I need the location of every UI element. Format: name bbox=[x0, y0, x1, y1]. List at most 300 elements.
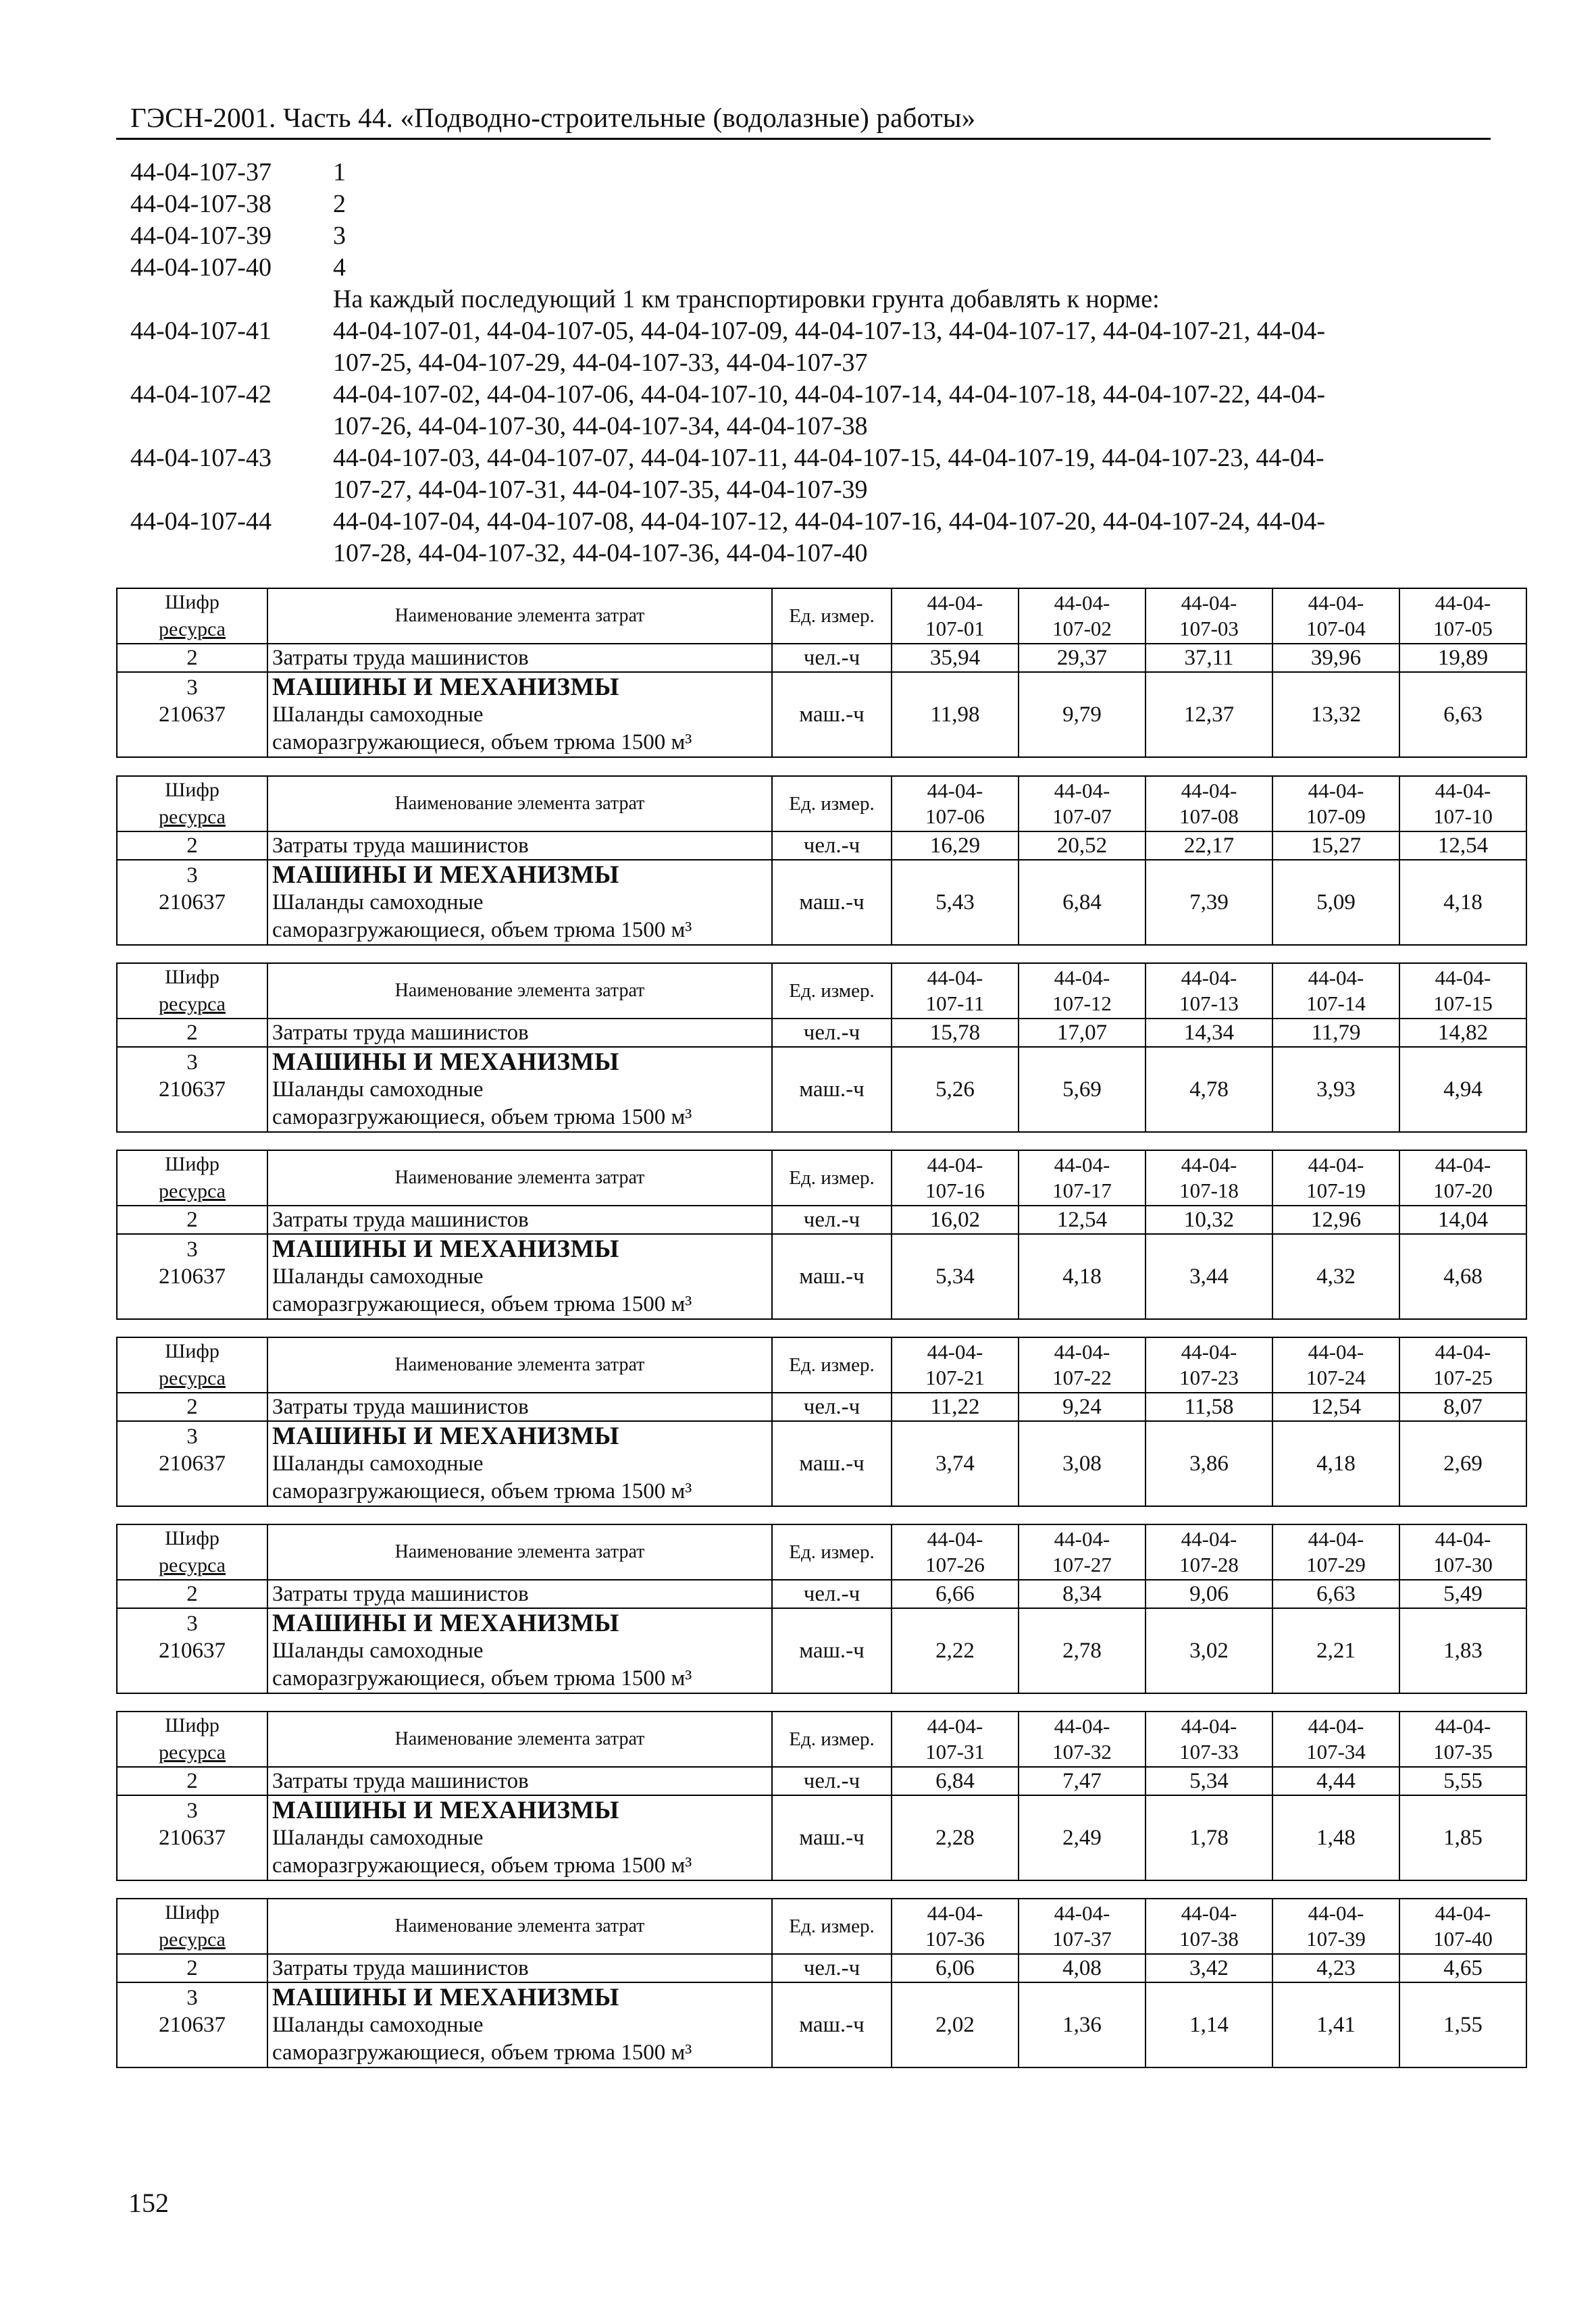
machinery-name-line: саморазгружающиеся, объем трюма 1500 м³ bbox=[272, 1479, 692, 1503]
code-value: 4 bbox=[333, 253, 346, 282]
machinery-name-line: Шаланды самоходные bbox=[272, 1451, 484, 1476]
addition-code: 44-04-107-42 bbox=[130, 380, 272, 409]
machinery-value: 1,14 bbox=[1145, 1982, 1272, 2067]
labor-value: 14,82 bbox=[1399, 1019, 1526, 1047]
header-norm-code bbox=[892, 1524, 1019, 1580]
labor-value: 8,07 bbox=[1399, 1393, 1526, 1421]
header-norm-code bbox=[892, 1150, 1019, 1206]
labor-value: 9,24 bbox=[1019, 1393, 1145, 1421]
code-row bbox=[130, 188, 1501, 220]
labor-value: 6,84 bbox=[892, 1767, 1019, 1795]
norm-code-prefix: 44-04- bbox=[927, 1714, 983, 1738]
machinery-row bbox=[117, 1608, 1526, 1693]
machinery-section-code: 3 bbox=[186, 1050, 198, 1075]
norm-code-suffix: 107-10 bbox=[1433, 804, 1493, 828]
machinery-value: 3,44 bbox=[1145, 1234, 1272, 1319]
norm-code-suffix: 107-02 bbox=[1052, 617, 1112, 640]
labor-unit: чел.-ч bbox=[772, 1767, 892, 1795]
addition-row bbox=[130, 506, 1501, 569]
header-shifr-line: ресурса bbox=[159, 1928, 226, 1951]
labor-value: 22,17 bbox=[1145, 831, 1272, 860]
addition-text-line: 44-04-107-04, 44-04-107-08, 44-04-107-12, 44-04-107-16, 44-04-107-20, 44-04-107-24, 44-04- bbox=[333, 507, 1326, 536]
labor-value: 29,37 bbox=[1019, 644, 1145, 672]
machinery-value: 1,83 bbox=[1399, 1608, 1526, 1693]
machinery-value: 5,34 bbox=[892, 1234, 1019, 1319]
machinery-value: 2,02 bbox=[892, 1982, 1019, 2067]
labor-name: Затраты труда машинистов bbox=[267, 1580, 772, 1608]
machinery-value: 1,55 bbox=[1399, 1982, 1526, 2067]
code-row bbox=[130, 252, 1501, 284]
norm-code-suffix: 107-14 bbox=[1306, 992, 1366, 1015]
labor-value: 20,52 bbox=[1019, 831, 1145, 860]
labor-name: Затраты труда машинистов bbox=[267, 831, 772, 860]
header-norm-code bbox=[1145, 963, 1272, 1019]
norm-table bbox=[116, 962, 1527, 1133]
norm-code-prefix: 44-04- bbox=[1181, 1527, 1237, 1551]
machinery-name-line: саморазгружающиеся, объем трюма 1500 м³ bbox=[272, 1853, 692, 1878]
table-header-row bbox=[117, 1524, 1526, 1580]
machinery-section-title: МАШИНЫ И МЕХАНИЗМЫ bbox=[272, 860, 619, 889]
header-name: Наименование элемента затрат bbox=[267, 776, 772, 831]
machinery-name-line: саморазгружающиеся, объем трюма 1500 м³ bbox=[272, 1666, 692, 1691]
machinery-value: 3,74 bbox=[892, 1421, 1019, 1506]
header-shifr bbox=[117, 1899, 267, 1954]
labor-value: 12,54 bbox=[1272, 1393, 1399, 1421]
header-shifr-line: ресурса bbox=[159, 993, 226, 1015]
addition-code: 44-04-107-44 bbox=[130, 507, 272, 536]
machinery-unit: маш.-ч bbox=[772, 860, 892, 945]
norm-code-prefix: 44-04- bbox=[1054, 1714, 1110, 1738]
machinery-value: 1,48 bbox=[1272, 1795, 1399, 1880]
labor-value: 11,22 bbox=[892, 1393, 1019, 1421]
machinery-row bbox=[117, 1421, 1526, 1506]
header-shifr-line: Шифр bbox=[165, 1340, 220, 1362]
header-norm-code bbox=[1145, 1524, 1272, 1580]
machinery-resource-code: 210637 bbox=[159, 702, 226, 727]
addition-text-line: 107-28, 44-04-107-32, 44-04-107-36, 44-04-107-40 bbox=[333, 539, 868, 567]
machinery-section-title: МАШИНЫ И МЕХАНИЗМЫ bbox=[272, 673, 619, 701]
labor-value: 37,11 bbox=[1145, 644, 1272, 672]
header-name: Наименование элемента затрат bbox=[267, 1524, 772, 1580]
header-norm-code bbox=[1145, 1899, 1272, 1954]
machinery-value: 6,63 bbox=[1399, 672, 1526, 757]
header-norm-code bbox=[1272, 1337, 1399, 1393]
norm-code-suffix: 107-31 bbox=[925, 1740, 985, 1764]
machinery-value: 2,22 bbox=[892, 1608, 1019, 1693]
norm-code-prefix: 44-04- bbox=[927, 779, 983, 802]
machinery-value: 4,18 bbox=[1399, 860, 1526, 945]
labor-unit: чел.-ч bbox=[772, 1580, 892, 1608]
machinery-row bbox=[117, 860, 1526, 945]
header-name: Наименование элемента затрат bbox=[267, 963, 772, 1019]
labor-value: 9,06 bbox=[1145, 1580, 1272, 1608]
labor-name: Затраты труда машинистов bbox=[267, 1206, 772, 1234]
machinery-value: 4,68 bbox=[1399, 1234, 1526, 1319]
machinery-section-title: МАШИНЫ И МЕХАНИЗМЫ bbox=[272, 1048, 619, 1076]
norm-code-prefix: 44-04- bbox=[927, 1340, 983, 1364]
header-norm-code bbox=[892, 776, 1019, 831]
machinery-name-line: Шаланды самоходные bbox=[272, 1264, 484, 1289]
norm-code-suffix: 107-04 bbox=[1306, 617, 1366, 640]
norm-code-prefix: 44-04- bbox=[1435, 966, 1491, 989]
labor-code: 2 bbox=[117, 1954, 267, 1982]
labor-code: 2 bbox=[117, 1019, 267, 1047]
machinery-value: 1,78 bbox=[1145, 1795, 1272, 1880]
machinery-value: 5,09 bbox=[1272, 860, 1399, 945]
header-name: Наименование элемента затрат bbox=[267, 1150, 772, 1206]
norm-code-suffix: 107-05 bbox=[1433, 617, 1493, 640]
header-shifr-line: Шифр bbox=[165, 966, 220, 988]
machinery-unit: маш.-ч bbox=[772, 1234, 892, 1319]
machinery-value: 6,84 bbox=[1019, 860, 1145, 945]
machinery-value: 3,86 bbox=[1145, 1421, 1272, 1506]
norm-code-suffix: 107-39 bbox=[1306, 1927, 1366, 1951]
header-norm-code bbox=[1272, 1899, 1399, 1954]
machinery-value: 2,78 bbox=[1019, 1608, 1145, 1693]
norm-code-suffix: 107-11 bbox=[925, 992, 985, 1015]
machinery-section-title: МАШИНЫ И МЕХАНИЗМЫ bbox=[272, 1796, 619, 1824]
labor-name: Затраты труда машинистов bbox=[267, 644, 772, 672]
addition-text-line: 44-04-107-01, 44-04-107-05, 44-04-107-09, 44-04-107-13, 44-04-107-17, 44-04-107-21, 44-04- bbox=[333, 317, 1326, 345]
table-header-row bbox=[117, 1712, 1526, 1767]
code-value: 1 bbox=[333, 158, 346, 186]
header-norm-code bbox=[1145, 1712, 1272, 1767]
labor-value: 15,78 bbox=[892, 1019, 1019, 1047]
header-norm-code bbox=[1145, 588, 1272, 644]
machinery-codes bbox=[117, 1234, 267, 1319]
header-norm-code bbox=[1399, 1899, 1526, 1954]
machinery-resource-code: 210637 bbox=[159, 1264, 226, 1289]
machinery-value: 13,32 bbox=[1272, 672, 1399, 757]
norm-code-suffix: 107-21 bbox=[925, 1366, 985, 1389]
labor-unit: чел.-ч bbox=[772, 1206, 892, 1234]
machinery-value: 4,32 bbox=[1272, 1234, 1399, 1319]
machinery-unit: маш.-ч bbox=[772, 1421, 892, 1506]
labor-value: 39,96 bbox=[1272, 644, 1399, 672]
norm-code-prefix: 44-04- bbox=[1181, 779, 1237, 802]
norm-code-prefix: 44-04- bbox=[1054, 1527, 1110, 1551]
machinery-value: 5,26 bbox=[892, 1047, 1019, 1132]
header-name: Наименование элемента затрат bbox=[267, 1712, 772, 1767]
norm-code-prefix: 44-04- bbox=[1308, 779, 1364, 802]
machinery-section-code: 3 bbox=[186, 1237, 198, 1262]
machinery-resource-code: 210637 bbox=[159, 1639, 226, 1663]
norm-code-prefix: 44-04- bbox=[927, 966, 983, 989]
norm-code-prefix: 44-04- bbox=[1308, 1153, 1364, 1177]
machinery-value: 4,94 bbox=[1399, 1047, 1526, 1132]
machinery-name-line: саморазгружающиеся, объем трюма 1500 м³ bbox=[272, 2040, 692, 2065]
norm-code-prefix: 44-04- bbox=[927, 1153, 983, 1177]
addition-text-line: 107-26, 44-04-107-30, 44-04-107-34, 44-04-107-38 bbox=[333, 412, 868, 440]
norm-code-prefix: 44-04- bbox=[1308, 966, 1364, 989]
labor-name: Затраты труда машинистов bbox=[267, 1393, 772, 1421]
machinery-name-line: Шаланды самоходные bbox=[272, 702, 484, 727]
labor-row bbox=[117, 1019, 1526, 1047]
labor-row bbox=[117, 1580, 1526, 1608]
header-norm-code bbox=[1399, 963, 1526, 1019]
header-norm-code bbox=[892, 1899, 1019, 1954]
machinery-codes bbox=[117, 1795, 267, 1880]
machinery-section-title: МАШИНЫ И МЕХАНИЗМЫ bbox=[272, 1983, 619, 2011]
machinery-name bbox=[267, 1234, 772, 1319]
norm-code-prefix: 44-04- bbox=[1181, 1340, 1237, 1364]
norm-code-suffix: 107-18 bbox=[1179, 1179, 1239, 1202]
machinery-row bbox=[117, 1982, 1526, 2067]
norm-code-suffix: 107-28 bbox=[1179, 1553, 1239, 1576]
norm-table bbox=[116, 1150, 1527, 1320]
machinery-codes bbox=[117, 1608, 267, 1693]
norm-code-prefix: 44-04- bbox=[1435, 779, 1491, 802]
header-shifr-line: Шифр bbox=[165, 1714, 220, 1737]
machinery-value: 5,69 bbox=[1019, 1047, 1145, 1132]
header-norm-code bbox=[1019, 1712, 1145, 1767]
machinery-name bbox=[267, 1047, 772, 1132]
norm-table bbox=[116, 1337, 1527, 1507]
labor-value: 19,89 bbox=[1399, 644, 1526, 672]
header-unit: Ед. измер. bbox=[772, 1712, 892, 1767]
norm-table bbox=[116, 1711, 1527, 1881]
labor-name: Затраты труда машинистов bbox=[267, 1019, 772, 1047]
labor-value: 7,47 bbox=[1019, 1767, 1145, 1795]
header-shifr bbox=[117, 588, 267, 644]
machinery-row bbox=[117, 1795, 1526, 1880]
norm-code-prefix: 44-04- bbox=[927, 1901, 983, 1925]
labor-value: 4,65 bbox=[1399, 1954, 1526, 1982]
machinery-unit: маш.-ч bbox=[772, 1047, 892, 1132]
header-shifr-line: Шифр bbox=[165, 1153, 220, 1175]
machinery-value: 3,02 bbox=[1145, 1608, 1272, 1693]
header-norm-code bbox=[1399, 776, 1526, 831]
table-header-row bbox=[117, 776, 1526, 831]
machinery-value: 12,37 bbox=[1145, 672, 1272, 757]
labor-value: 14,04 bbox=[1399, 1206, 1526, 1234]
norm-code-suffix: 107-24 bbox=[1306, 1366, 1366, 1389]
labor-unit: чел.-ч bbox=[772, 1954, 892, 1982]
machinery-name bbox=[267, 1795, 772, 1880]
machinery-value: 3,93 bbox=[1272, 1047, 1399, 1132]
norm-code-suffix: 107-07 bbox=[1052, 804, 1112, 828]
addition-row bbox=[130, 379, 1501, 442]
norm-code-suffix: 107-37 bbox=[1052, 1927, 1112, 1951]
norm-table bbox=[116, 1524, 1527, 1694]
norm-code-prefix: 44-04- bbox=[1308, 1527, 1364, 1551]
machinery-unit: маш.-ч bbox=[772, 1795, 892, 1880]
labor-value: 6,63 bbox=[1272, 1580, 1399, 1608]
header-norm-code bbox=[892, 1712, 1019, 1767]
norm-code-suffix: 107-34 bbox=[1306, 1740, 1366, 1764]
header-shifr-line: Шифр bbox=[165, 1901, 220, 1924]
machinery-name-line: саморазгружающиеся, объем трюма 1500 м³ bbox=[272, 917, 692, 942]
machinery-resource-code: 210637 bbox=[159, 2013, 226, 2037]
labor-code: 2 bbox=[117, 644, 267, 672]
labor-value: 16,29 bbox=[892, 831, 1019, 860]
labor-name: Затраты труда машинистов bbox=[267, 1767, 772, 1795]
machinery-name-line: саморазгружающиеся, объем трюма 1500 м³ bbox=[272, 1291, 692, 1316]
machinery-codes bbox=[117, 1421, 267, 1506]
header-shifr bbox=[117, 963, 267, 1019]
machinery-section-title: МАШИНЫ И МЕХАНИЗМЫ bbox=[272, 1422, 619, 1450]
header-name: Наименование элемента затрат bbox=[267, 588, 772, 644]
labor-value: 11,58 bbox=[1145, 1393, 1272, 1421]
norm-code-prefix: 44-04- bbox=[1054, 779, 1110, 802]
header-shifr-line: ресурса bbox=[159, 1741, 226, 1764]
machinery-value: 9,79 bbox=[1019, 672, 1145, 757]
table-header-row bbox=[117, 963, 1526, 1019]
machinery-value: 4,18 bbox=[1019, 1234, 1145, 1319]
machinery-resource-code: 210637 bbox=[159, 1451, 226, 1476]
labor-unit: чел.-ч bbox=[772, 831, 892, 860]
norm-code-suffix: 107-06 bbox=[925, 804, 985, 828]
machinery-name bbox=[267, 672, 772, 757]
code-row bbox=[130, 157, 1501, 188]
machinery-name-line: Шаланды самоходные bbox=[272, 1638, 484, 1663]
norm-code-suffix: 107-35 bbox=[1433, 1740, 1493, 1764]
table-header-row bbox=[117, 1899, 1526, 1954]
header-norm-code bbox=[1399, 1337, 1526, 1393]
labor-value: 4,08 bbox=[1019, 1954, 1145, 1982]
header-unit: Ед. измер. bbox=[772, 963, 892, 1019]
header-norm-code bbox=[1145, 1150, 1272, 1206]
machinery-value: 2,49 bbox=[1019, 1795, 1145, 1880]
norm-code-suffix: 107-19 bbox=[1306, 1179, 1366, 1202]
machinery-name-line: Шаланды самоходные bbox=[272, 890, 484, 915]
labor-code: 2 bbox=[117, 1393, 267, 1421]
norm-code-prefix: 44-04- bbox=[1054, 966, 1110, 989]
machinery-value: 4,18 bbox=[1272, 1421, 1399, 1506]
machinery-section-code: 3 bbox=[186, 1424, 198, 1449]
norm-code-prefix: 44-04- bbox=[1054, 1340, 1110, 1364]
addition-text-line: 44-04-107-02, 44-04-107-06, 44-04-107-10, 44-04-107-14, 44-04-107-18, 44-04-107-22, 44-04- bbox=[333, 380, 1326, 409]
machinery-resource-code: 210637 bbox=[159, 1077, 226, 1102]
addition-text-line: 107-25, 44-04-107-29, 44-04-107-33, 44-04-107-37 bbox=[333, 349, 868, 377]
norm-code-suffix: 107-29 bbox=[1306, 1553, 1366, 1576]
machinery-unit: маш.-ч bbox=[772, 672, 892, 757]
norm-code-suffix: 107-36 bbox=[925, 1927, 985, 1951]
machinery-value: 1,41 bbox=[1272, 1982, 1399, 2067]
table-header-row bbox=[117, 1337, 1526, 1393]
addition-code: 44-04-107-43 bbox=[130, 444, 272, 472]
machinery-name bbox=[267, 860, 772, 945]
norm-code-suffix: 107-25 bbox=[1433, 1366, 1493, 1389]
norm-code-suffix: 107-38 bbox=[1179, 1927, 1239, 1951]
page-number: 152 bbox=[128, 2188, 169, 2218]
machinery-row bbox=[117, 1047, 1526, 1132]
header-unit: Ед. измер. bbox=[772, 1899, 892, 1954]
norm-code-prefix: 44-04- bbox=[1308, 1901, 1364, 1925]
machinery-name-line: Шаланды самоходные bbox=[272, 1825, 484, 1850]
table-header-row bbox=[117, 1150, 1526, 1206]
header-shifr-line: ресурса bbox=[159, 618, 226, 640]
machinery-value: 2,28 bbox=[892, 1795, 1019, 1880]
addition-row bbox=[130, 315, 1501, 379]
norm-code-prefix: 44-04- bbox=[1435, 1527, 1491, 1551]
machinery-value: 7,39 bbox=[1145, 860, 1272, 945]
addition-row bbox=[130, 442, 1501, 506]
labor-unit: чел.-ч bbox=[772, 1393, 892, 1421]
machinery-section-code: 3 bbox=[186, 1612, 198, 1636]
header-shifr bbox=[117, 1524, 267, 1580]
norm-code-suffix: 107-40 bbox=[1433, 1927, 1493, 1951]
header-norm-code bbox=[1019, 776, 1145, 831]
machinery-value: 5,43 bbox=[892, 860, 1019, 945]
spacer bbox=[122, 1664, 263, 1691]
labor-value: 12,54 bbox=[1019, 1206, 1145, 1234]
labor-code: 2 bbox=[117, 1206, 267, 1234]
header-shifr-line: Шифр bbox=[165, 1527, 220, 1549]
norm-code-suffix: 107-32 bbox=[1052, 1740, 1112, 1764]
norm-table bbox=[116, 588, 1527, 758]
norm-code-suffix: 107-26 bbox=[925, 1553, 985, 1576]
machinery-codes bbox=[117, 1047, 267, 1132]
code-row bbox=[130, 220, 1501, 252]
header-norm-code bbox=[1272, 776, 1399, 831]
machinery-name-line: саморазгружающиеся, объем трюма 1500 м³ bbox=[272, 1104, 692, 1129]
code-value: 3 bbox=[333, 222, 346, 250]
norm-code-prefix: 44-04- bbox=[1181, 1153, 1237, 1177]
norm-code-prefix: 44-04- bbox=[1435, 1340, 1491, 1364]
labor-value: 5,34 bbox=[1145, 1767, 1272, 1795]
norm-code-prefix: 44-04- bbox=[1181, 966, 1237, 989]
labor-value: 5,55 bbox=[1399, 1767, 1526, 1795]
header-norm-code bbox=[1399, 1524, 1526, 1580]
norm-code-suffix: 107-33 bbox=[1179, 1740, 1239, 1764]
machinery-section-code: 3 bbox=[186, 863, 198, 888]
header-norm-code bbox=[1019, 1150, 1145, 1206]
header-norm-code bbox=[1399, 588, 1526, 644]
header-norm-code bbox=[1272, 1524, 1399, 1580]
header-norm-code bbox=[1145, 1337, 1272, 1393]
norm-code-prefix: 44-04- bbox=[1435, 1901, 1491, 1925]
header-norm-code bbox=[892, 1337, 1019, 1393]
labor-name: Затраты труда машинистов bbox=[267, 1954, 772, 1982]
labor-row bbox=[117, 1393, 1526, 1421]
addition-text-line: 107-27, 44-04-107-31, 44-04-107-35, 44-04-107-39 bbox=[333, 475, 868, 504]
norm-code-suffix: 107-03 bbox=[1179, 617, 1239, 640]
header-norm-code bbox=[1019, 1337, 1145, 1393]
header-unit: Ед. измер. bbox=[772, 776, 892, 831]
norm-code-prefix: 44-04- bbox=[1181, 1714, 1237, 1738]
norm-code-prefix: 44-04- bbox=[1181, 1901, 1237, 1925]
norm-code-suffix: 107-01 bbox=[925, 617, 985, 640]
code: 44-04-107-38 bbox=[130, 190, 272, 218]
norm-code-prefix: 44-04- bbox=[927, 591, 983, 615]
machinery-name bbox=[267, 1608, 772, 1693]
header-shifr-line: ресурса bbox=[159, 1554, 226, 1576]
labor-value: 15,27 bbox=[1272, 831, 1399, 860]
code: 44-04-107-40 bbox=[130, 253, 272, 282]
header-norm-code bbox=[892, 963, 1019, 1019]
norm-code-prefix: 44-04- bbox=[1308, 591, 1364, 615]
header-unit: Ед. измер. bbox=[772, 588, 892, 644]
labor-unit: чел.-ч bbox=[772, 1019, 892, 1047]
machinery-name-line: Шаланды самоходные bbox=[272, 1077, 484, 1102]
machinery-value: 2,21 bbox=[1272, 1608, 1399, 1693]
norm-code-prefix: 44-04- bbox=[1308, 1340, 1364, 1364]
machinery-value: 11,98 bbox=[892, 672, 1019, 757]
machinery-row bbox=[117, 1234, 1526, 1319]
norm-code-suffix: 107-15 bbox=[1433, 992, 1493, 1015]
machinery-value: 1,85 bbox=[1399, 1795, 1526, 1880]
machinery-codes bbox=[117, 860, 267, 945]
labor-code: 2 bbox=[117, 1580, 267, 1608]
header-unit: Ед. измер. bbox=[772, 1150, 892, 1206]
machinery-name bbox=[267, 1421, 772, 1506]
norm-code-prefix: 44-04- bbox=[1435, 1714, 1491, 1738]
header-unit: Ед. измер. bbox=[772, 1524, 892, 1580]
header-shifr-line: Шифр bbox=[165, 591, 220, 613]
table-header-row bbox=[117, 588, 1526, 644]
machinery-section-code: 3 bbox=[186, 1799, 198, 1823]
